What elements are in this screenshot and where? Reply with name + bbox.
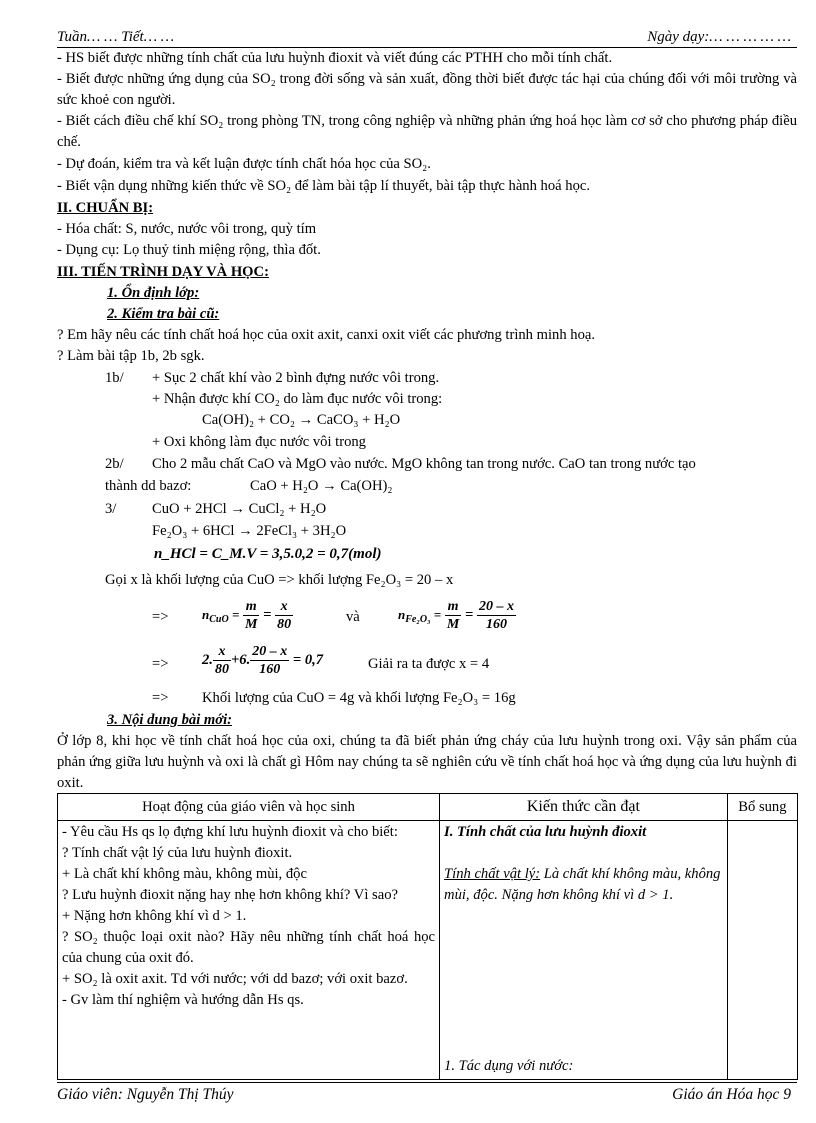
prep-tools: - Dụng cụ: Lọ thuỷ tinh miệng rộng, thìa đốt. [57, 242, 321, 258]
step-3-heading: 3. Nội dung bài mới: [107, 712, 233, 728]
lesson-intro: Ở lớp 8, khi học về tính chất hoá học của oxi, chúng ta đã biết phản ứng cháy của lưu huỳnh trong oxi. Vậy sản phẩm của phản ứng giữa lưu huỳnh và oxi là chất gì Hôm nay chúng ta sẽ nghiên cứu về tính chất hoá học và ứng dụng của lưu huỳnh đi oxit. [57, 733, 797, 791]
answer-1b-step-c: + Oxi không làm đục nước vôi trong [152, 434, 366, 450]
physical-properties [444, 864, 723, 906]
answer-2b-text: Cho 2 mẫu chất CaO và MgO vào nước. MgO không tan trong nước. CaO tan trong nước tạo [152, 456, 696, 472]
review-question-1: ? Em hãy nêu các tính chất hoá học của oxit axit, canxi oxit viết các phương trình minh hoạ. [57, 327, 595, 343]
answer-2b-label: 2b/ [105, 456, 124, 472]
prep-chemicals: - Hóa chất: S, nước, nước vôi trong, quỳ tím [57, 221, 317, 237]
answer-1b-step-b: + Nhận được khí CO₂ do làm đục nước vôi trong: [152, 391, 443, 407]
table-row [58, 821, 798, 1080]
answer-1b-label: 1b/ [105, 370, 124, 386]
activity-line: + Là chất khí không màu, không mùi, độc [62, 866, 307, 882]
arrow-1: => [152, 609, 169, 625]
activity-line: ? Tính chất vật lý của lưu huỳnh đioxit. [62, 845, 293, 861]
physical-properties-text: Là chất khí không màu, không mùi, độc. Nặng hơn không khí vì d > 1. [444, 866, 721, 903]
supplement-cell [727, 821, 797, 1080]
answer-2b-equation: CaO + H₂O → Ca(OH)₂ [250, 478, 393, 494]
step-2-heading: 2. Kiểm tra bài cũ: [107, 306, 220, 322]
and-label: và [346, 609, 360, 625]
n-fe2o3-formula: $n_{Fe_2O_3}$ = $\frac{m}{M}$ = $\frac{20 - x}{160}$ [398, 599, 514, 632]
activities-cell [58, 821, 440, 1080]
answer-3-moles-hcl: n_HCl = C_M.V = 3,5.0,2 = 0,7(mol) [154, 546, 382, 562]
answer-3-result: Khối lượng của CuO = 4g và khối lượng Fe₂O₃ = 16g [202, 690, 516, 706]
lesson-plan-title: Giáo án Hóa học 9 [672, 1086, 791, 1103]
answer-3-label: 3/ [105, 501, 117, 517]
objective-2: - Biết được những ứng dụng của SO₂ trong đời sống và sản xuất, đồng thời biết được tác hại của chúng đối với môi trường và sức khoẻ con người. [57, 71, 797, 108]
activity-line: ? Lưu huỳnh đioxit nặng hay nhẹ hơn không khí? Vì sao? [62, 887, 398, 903]
table-header-row [58, 794, 798, 821]
mass-equation: 2. $\frac{x}{80}$ +6. $\frac{20 - x}{160}$ = 0,7 [202, 644, 324, 677]
physical-properties-label: Tính chất vật lý: [444, 866, 541, 882]
arrow-2: => [152, 656, 169, 672]
page-header [57, 27, 797, 48]
header-knowledge: Kiến thức cần đạt [440, 794, 728, 821]
activity-line: + SO₂ là oxit axit. Td với nước; với dd bazơ; với oxit bazơ. [62, 971, 408, 987]
solve-result: Giải ra ta được x = 4 [368, 656, 490, 672]
fraction-x-over-80-b: $\frac{x}{80}$ [214, 644, 229, 677]
process-heading: III. TIẾN TRÌNH DẠY VÀ HỌC: [57, 264, 269, 280]
activity-line: + Nặng hơn không khí vì d > 1. [62, 908, 247, 924]
teacher-name: Giáo viên: Nguyễn Thị Thúy [57, 1086, 234, 1103]
answer-1b-step-a: + Sục 2 chất khí vào 2 bình đựng nước vôi trong. [152, 370, 440, 386]
objective-1: - HS biết được những tính chất của lưu huỳnh đioxit và viết đúng các PTHH cho mỗi tính chất. [57, 50, 613, 66]
reaction-with-water: 1. Tác dụng với nước: [444, 1058, 574, 1074]
fraction-m-over-m: $\frac{m}{M}$ [245, 599, 258, 632]
answer-2b-text-2: thành dd bazơ: [105, 478, 192, 494]
objective-3: - Biết cách điều chế khí SO₂ trong phòng TN, trong công nghiệp và những phản ứng hoá học làm cơ sở cho phương pháp điều chế. [57, 113, 797, 150]
prep-heading: II. CHUẨN BỊ: [57, 200, 154, 216]
fraction-20-x-over-160-b: $\frac{20 - x}{160}$ [252, 644, 288, 677]
objective-5: - Biết vận dụng những kiến thức về SO₂ để làm bài tập lí thuyết, bài tập thực hành hoá học. [57, 178, 590, 194]
activity-line: - Yêu cầu Hs qs lọ đựng khí lưu huỳnh đioxit và cho biết: [62, 824, 398, 840]
page-footer [57, 1082, 797, 1105]
header-supplement: Bổ sung [727, 794, 797, 821]
fraction-x-over-80: $\frac{x}{80}$ [277, 599, 292, 632]
knowledge-cell [440, 821, 728, 1080]
step-1-heading: 1. Ổn định lớp: [107, 285, 200, 301]
answer-3-equation-2: Fe₂O₃ + 6HCl → 2FeCl₃ + 3H₂O [152, 523, 347, 539]
answer-1b-equation: Ca(OH)₂ + CO₂ → CaCO₃ + H₂O [202, 412, 401, 428]
fraction-20-x-over-160: $\frac{20 - x}{160}$ [478, 599, 514, 632]
answer-3-let-x: Gọi x là khối lượng của CuO => khối lượng Fe₂O₃ = 20 – x [105, 572, 454, 588]
n-cuo-formula: $n_{CuO}$ = $\frac{m}{M}$ = $\frac{x}{80}$ [202, 599, 292, 632]
knowledge-title: I. Tính chất của lưu huỳnh đioxit [444, 824, 647, 840]
teaching-date-label: Ngày dạy:… … … … … [647, 29, 791, 45]
answer-3-equation-1: CuO + 2HCl → CuCl₂ + H₂O [152, 501, 327, 517]
arrow-3: => [152, 690, 169, 706]
activity-line: - Gv làm thí nghiệm và hướng dẫn Hs qs. [62, 992, 304, 1008]
review-question-2: ? Làm bài tập 1b, 2b sgk. [57, 348, 205, 364]
fraction-m-over-m-2: $\frac{m}{M}$ [446, 599, 460, 632]
header-activities: Hoạt động của giáo viên và học sinh [58, 794, 440, 821]
objective-4: - Dự đoán, kiểm tra và kết luận được tính chất hóa học của SO₂. [57, 156, 431, 172]
week-period-label: Tuần… … Tiết… … [57, 29, 175, 45]
lesson-plan-table [57, 793, 798, 1080]
activity-line: ? SO₂ thuộc loại oxit nào? Hãy nêu những tính chất hoá học của chung của oxit đó. [62, 929, 436, 966]
